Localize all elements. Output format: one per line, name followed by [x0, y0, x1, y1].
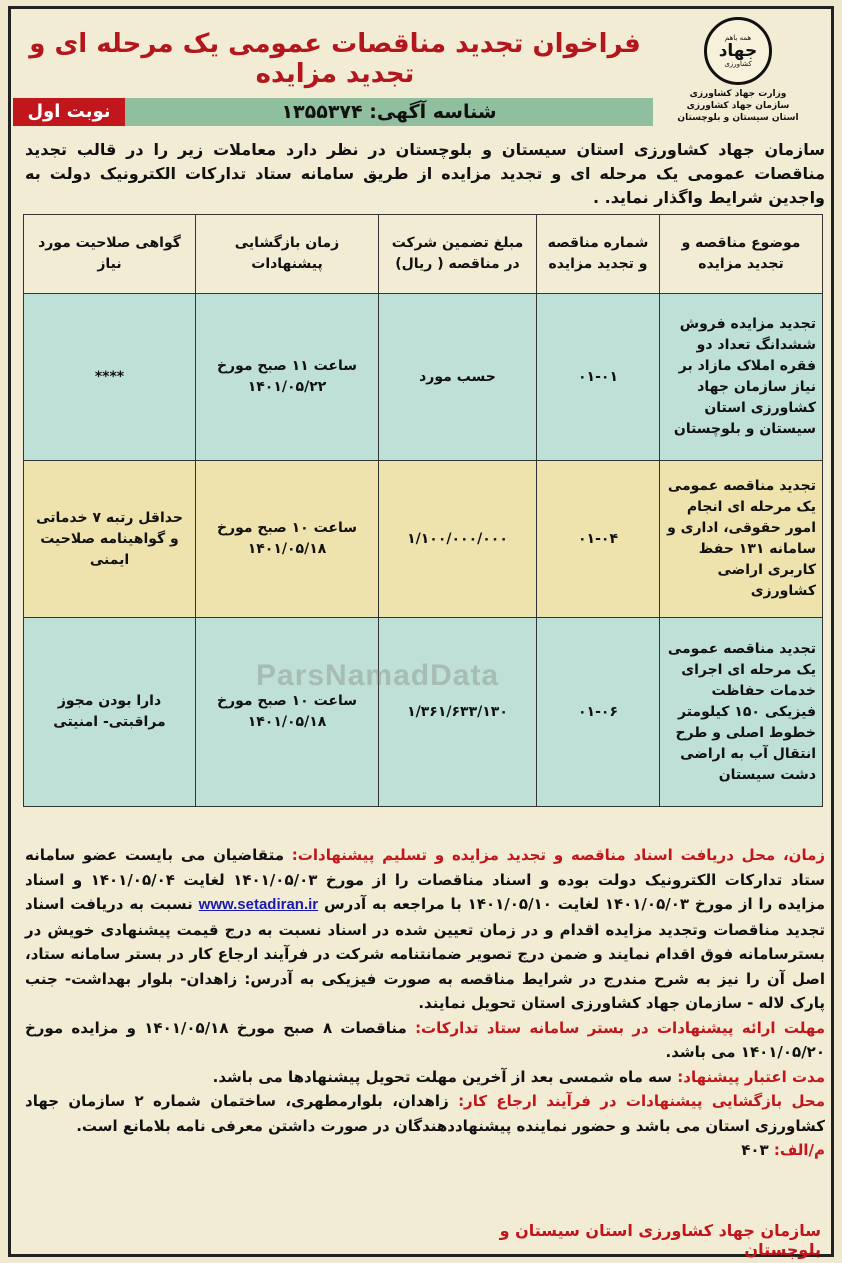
ministry-line: استان سیستان و بلوچستان: [677, 113, 799, 123]
cell-guarantee: ۱/۱۰۰/۰۰۰/۰۰۰: [379, 461, 537, 618]
table-header-row: [24, 215, 823, 294]
validity-label: مدت اعتبار پیشنهاد:: [677, 1067, 825, 1086]
docs-paragraph: [25, 843, 825, 1016]
validity-paragraph: [25, 1065, 825, 1090]
ministry-line: سازمان جهاد کشاورزی: [686, 101, 790, 111]
cell-subject: تجدید مناقصه عمومی یک مرحله ای انجام امور حقوقی، اداری و سامانه ۱۳۱ حفظ کاربری اراضی کشاورزی: [660, 461, 823, 618]
logo-main-text: جهاد: [718, 41, 758, 61]
table-row: [24, 618, 823, 807]
deadline-label: مهلت ارائه پیشنهادات در بستر سامانه ستاد تدارکات:: [415, 1018, 826, 1037]
validity-text: سه ماه شمسی بعد از آخرین مهلت تحویل پیشنهادها می باشد.: [212, 1067, 678, 1086]
cell-guarantee: ۱/۳۶۱/۶۳۳/۱۳۰: [379, 618, 537, 807]
opening-label: محل بازگشایی پیشنهادات در فرآیند ارجاع کار:: [458, 1092, 825, 1110]
cell-number: ۰۱-۰۱: [537, 294, 660, 461]
deadline-paragraph: [25, 1016, 825, 1065]
docs-text: متقاضیان می بایست عضو سامانه ستاد تدارکات الکترونیک دولت بوده و اسناد مناقصات را از مورخ ۱۴۰۱/۰۵/۰۳ لغایت ۱۴۰۱/۰۵/۰۴ و اسناد مزایده را از مورخ ۱۴۰۱/۰۵/۰۳ لغایت ۱۴۰۱/۰۵/۱۰ با مراجعه به آدرس: [25, 846, 825, 913]
cell-certificate: حداقل رتبه ۷ خدماتی و گواهینامه صلاحیت ایمنی: [24, 461, 196, 618]
reference-paragraph: [25, 1138, 825, 1163]
header-guarantee: مبلغ تضمین شرکت در مناقصه ( ریال): [379, 215, 537, 294]
conditions-text: [25, 843, 825, 1163]
page-title: فراخوان تجدید مناقصات عمومی یک مرحله ای و تجدید مزایده: [29, 29, 641, 89]
logo-top-text: همه باهم: [724, 34, 752, 42]
cell-opening: ساعت ۱۱ صبح مورخ ۱۴۰۱/۰۵/۲۲: [196, 294, 379, 461]
header-subject: موضوع مناقصه و تجدید مزایده: [660, 215, 823, 294]
cell-guarantee: حسب مورد: [379, 294, 537, 461]
watermark: ParsNamadData: [256, 659, 500, 692]
footer-signature: سازمان جهاد کشاورزی استان سیستان و بلوچستان: [499, 1221, 821, 1259]
ministry-logo: [653, 17, 823, 124]
ad-id: شناسه آگهی: ۱۳۵۵۳۷۴: [125, 98, 653, 126]
cell-number: ۰۱-۰۴: [537, 461, 660, 618]
setadiran-link[interactable]: www.setadiran.ir: [198, 896, 319, 913]
logo-emblem: [704, 17, 772, 85]
header-number: شماره مناقصه و تجدید مزایده: [537, 215, 660, 294]
reference-label: م/الف:: [773, 1141, 825, 1159]
announcement-bar: [13, 94, 653, 130]
logo-sub-text: کشاورزی: [724, 60, 752, 68]
header-opening: زمان بازگشایی پیشنهادات: [196, 215, 379, 294]
table-row: [24, 461, 823, 618]
cell-subject: تجدید مناقصه عمومی یک مرحله ای اجرای خدمات حفاظت فیزیکی ۱۵۰ کیلومتر خطوط اصلی و طرح انتقال آب به اراضی دشت سیستان: [660, 618, 823, 807]
cell-subject: تجدید مزایده فروش ششدانگ تعداد دو فقره املاک مازاد بر نیاز سازمان جهاد کشاورزی استان سیستان و بلوچستان: [660, 294, 823, 461]
cell-opening: ساعت ۱۰ صبح مورخ ۱۴۰۱/۰۵/۱۸: [196, 461, 379, 618]
docs-label: زمان، محل دریافت اسناد مناقصه و تجدید مزایده و تسلیم پیشنهادات:: [291, 846, 826, 864]
cell-opening: ساعت ۱۰ صبح مورخ ۱۴۰۱/۰۵/۱۸: [196, 618, 379, 807]
opening-text: زاهدان، بلوارمطهری، ساختمان شماره ۲ سازمان جهاد کشاورزی استان می باشد و حضور نماینده پیشنهاددهندگان در صورت داشتن معرفی نامه بلامانع است.: [25, 1092, 825, 1135]
docs-text-2: نسبت به دریافت اسناد تجدید مناقصات وتجدید مزایده اقدام و در زمان تعیین شده در اسناد نسبت به درج قیمت پیشنهادی خویش در بسترسامانه فوق اقدام نمایند و ضمن درج تصویر ضمانتنامه شرکت در فرآیند ارجاع کار در بستر سامانه ستاد، اصل آن را نیز به شرح مندرج در شرایط مناقصه به صورت فیزیکی به آدرس: زاهدان- بلوار بهداشت- جنب پارک لاله - سازمان جهاد کشاورزی استان تحویل نمایند.: [25, 895, 825, 1012]
table-row: [24, 294, 823, 461]
ministry-line: وزارت جهاد کشاورزی: [689, 89, 787, 99]
deadline-text: مناقصات ۸ صبح مورخ ۱۴۰۱/۰۵/۱۸ و مزایده مورخ ۱۴۰۱/۰۵/۲۰ می باشد.: [25, 1018, 825, 1061]
notice-page: [8, 6, 834, 1257]
tenders-table: [23, 214, 823, 807]
cell-certificate: دارا بودن مجوز مراقبتی- امنیتی: [24, 618, 196, 807]
intro-paragraph: سازمان جهاد کشاورزی استان سیستان و بلوچستان در نظر دارد معاملات زیر را در قالب تجدید مناقصات عمومی یک مرحله ای و تجدید مزایده از طریق سامانه ستاد تدارکات الکترونیک دولت به واجدین شرایط واگذار نماید. .: [25, 140, 825, 207]
cell-number: ۰۱-۰۶: [537, 618, 660, 807]
reference-text: ۴۰۳: [741, 1141, 774, 1159]
opening-paragraph: [25, 1089, 825, 1138]
header-certificate: گواهی صلاحیت مورد نیاز: [24, 215, 196, 294]
round-badge: نوبت اول: [13, 98, 125, 126]
cell-certificate: ****: [24, 294, 196, 461]
ministry-name: [653, 88, 823, 124]
